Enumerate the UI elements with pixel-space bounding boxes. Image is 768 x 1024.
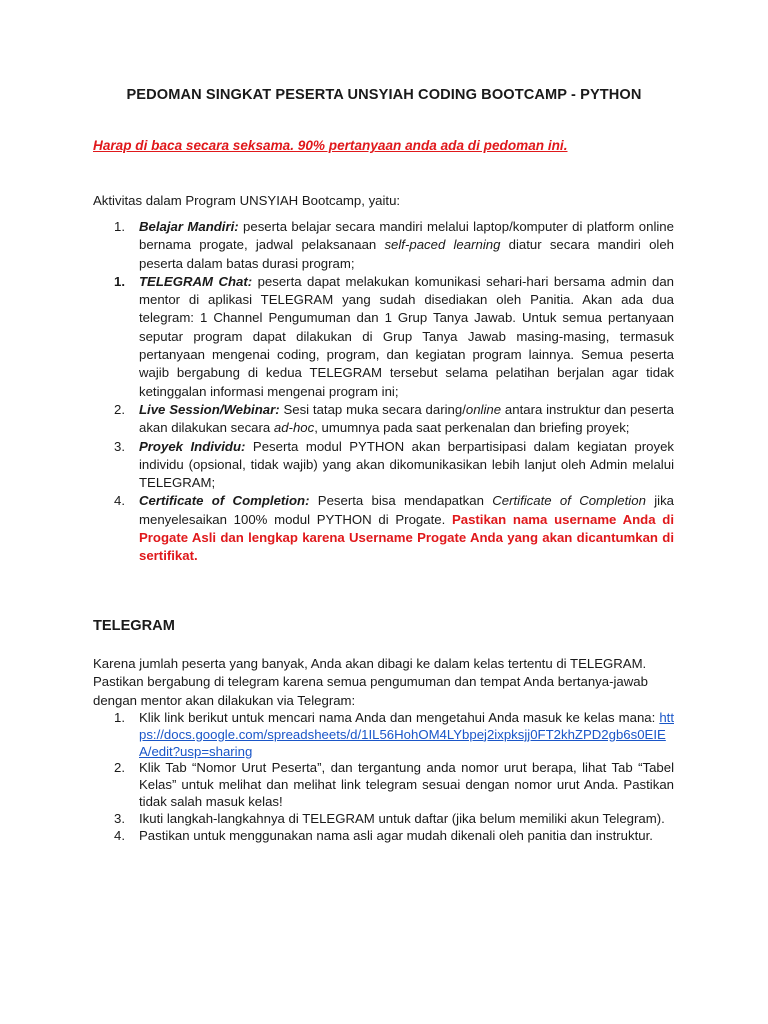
- step-text: Ikuti langkah-langkahnya di TELEGRAM untuk daftar (jika belum memiliki akun Telegram).: [139, 810, 665, 826]
- item-emphasis: self-paced learning: [384, 237, 501, 253]
- item-text: Peserta bisa mendapatkan: [309, 493, 493, 509]
- certificate-warning: Pastikan nama username Anda di Progate Asli dan lengkap karena Username Progate Anda yang akan dicantumkan di sertifikat.: [139, 511, 674, 564]
- spreadsheet-link[interactable]: https://docs.google.com/spreadsheets/d/1IL56HohOM4LYbpej2ixpksjj0FT2khZPD2gb6s0EIEA/edit?usp=sharing: [139, 710, 674, 759]
- list-number: 1.: [114, 273, 125, 289]
- item-term: Belajar Mandiri:: [139, 219, 239, 234]
- item-text: jika menyelesaikan 100% modul PYTHON di Progate.: [139, 493, 674, 527]
- list-item-step: [93, 760, 674, 810]
- list-item-certificate: [93, 492, 674, 565]
- list-number: 3.: [114, 438, 125, 454]
- item-emphasis: online: [465, 401, 502, 417]
- step-text: Pastikan untuk menggunakan nama asli agar mudah dikenali oleh panitia dan instruktur.: [139, 827, 653, 843]
- item-term: Certificate of Completion:: [139, 493, 310, 509]
- list-number: 1.: [114, 710, 125, 725]
- item-text: Sesi tatap muka secara daring/: [279, 401, 466, 417]
- list-number: 4.: [114, 827, 125, 843]
- list-number: 4.: [114, 493, 125, 509]
- telegram-heading: TELEGRAM: [93, 618, 175, 634]
- item-text: antara instruktur dan peserta akan dilakukan secara: [139, 401, 674, 436]
- activities-list: [93, 218, 674, 566]
- telegram-intro: [93, 655, 674, 710]
- warning-note: Harap di baca secara seksama. 90% pertanyaan anda ada di pedoman ini.: [93, 138, 568, 153]
- telegram-intro-line: Pastikan bergabung di telegram karena semua pengumuman dan tempat Anda bertanya-jawab dengan mentor akan dilakukan via Telegram:: [93, 674, 648, 708]
- item-term: TELEGRAM Chat:: [139, 273, 253, 289]
- item-text: diatur secara mandiri oleh peserta dalam batas durasi program;: [139, 237, 675, 271]
- list-number: 1.: [114, 219, 125, 234]
- item-term: Live Session/Webinar:: [139, 401, 280, 417]
- list-item-proyek-individu: [93, 438, 674, 493]
- list-number: 2.: [114, 401, 125, 417]
- step-text: Klik Tab “Nomor Urut Peserta”, dan tergantung anda nomor urut berapa, lihat Tab “Tabel Kelas” untuk melihat dan melihat link telegram sesuai dengan nomor urut Anda. Pastikan tidak salah masuk kelas!: [139, 760, 674, 809]
- item-text: peserta dapat melakukan komunikasi sehari-hari bersama admin dan mentor di aplikasi TELEGRAM yang sudah disediakan oleh Panitia. Akan ada dua telegram: 1 Channel Pengumuman dan 1 Grup Tanya Jawab. Untuk semua pertanyaan seputar program dapat dilakukan di Grup Tanya Jawab masing-masing, termasuk pertanyaan mengenai coding, program, dan kegiatan program lainnya. Semua peserta wajib bergabung di kedua TELEGRAM tersebut selama pelatihan berjalan agar tidak ketinggalan informasi mengenai program ini;: [139, 273, 674, 399]
- list-item-belajar-mandiri: [93, 218, 674, 273]
- list-item-telegram-chat: [93, 273, 674, 401]
- item-emphasis: Certificate of Completion: [492, 493, 646, 509]
- telegram-steps-list: [93, 710, 674, 844]
- item-emphasis: ad-hoc: [273, 420, 315, 436]
- list-item-step: [93, 710, 674, 760]
- item-text: peserta belajar secara mandiri melalui laptop/komputer di platform online bernama progate, jadwal pelaksanaan: [139, 219, 674, 253]
- list-item-live-session: [93, 401, 674, 438]
- page-title: PEDOMAN SINGKAT PESERTA UNSYIAH CODING BOOTCAMP - PYTHON: [126, 87, 642, 103]
- list-item-step: [93, 811, 674, 828]
- list-number: 2.: [114, 760, 125, 776]
- list-number: 3.: [114, 810, 125, 826]
- item-text: , umumnya pada saat perkenalan dan briefing proyek;: [314, 420, 630, 436]
- item-term: Proyek Individu:: [139, 438, 246, 454]
- telegram-intro-line: Karena jumlah peserta yang banyak, Anda akan dibagi ke dalam kelas tertentu di TELEGRAM.: [93, 656, 647, 671]
- activities-intro: Aktivitas dalam Program UNSYIAH Bootcamp, yaitu:: [93, 193, 401, 208]
- item-text: Peserta modul PYTHON akan berpartisipasi dalam kegiatan proyek individu (opsional, tidak wajib) yang akan dikomunikasikan lebih lanjut oleh Admin melalui TELEGRAM;: [139, 438, 675, 491]
- step-text: Klik link berikut untuk mencari nama Anda dan mengetahui Anda masuk ke kelas mana:: [139, 710, 660, 725]
- list-item-step: [93, 828, 674, 845]
